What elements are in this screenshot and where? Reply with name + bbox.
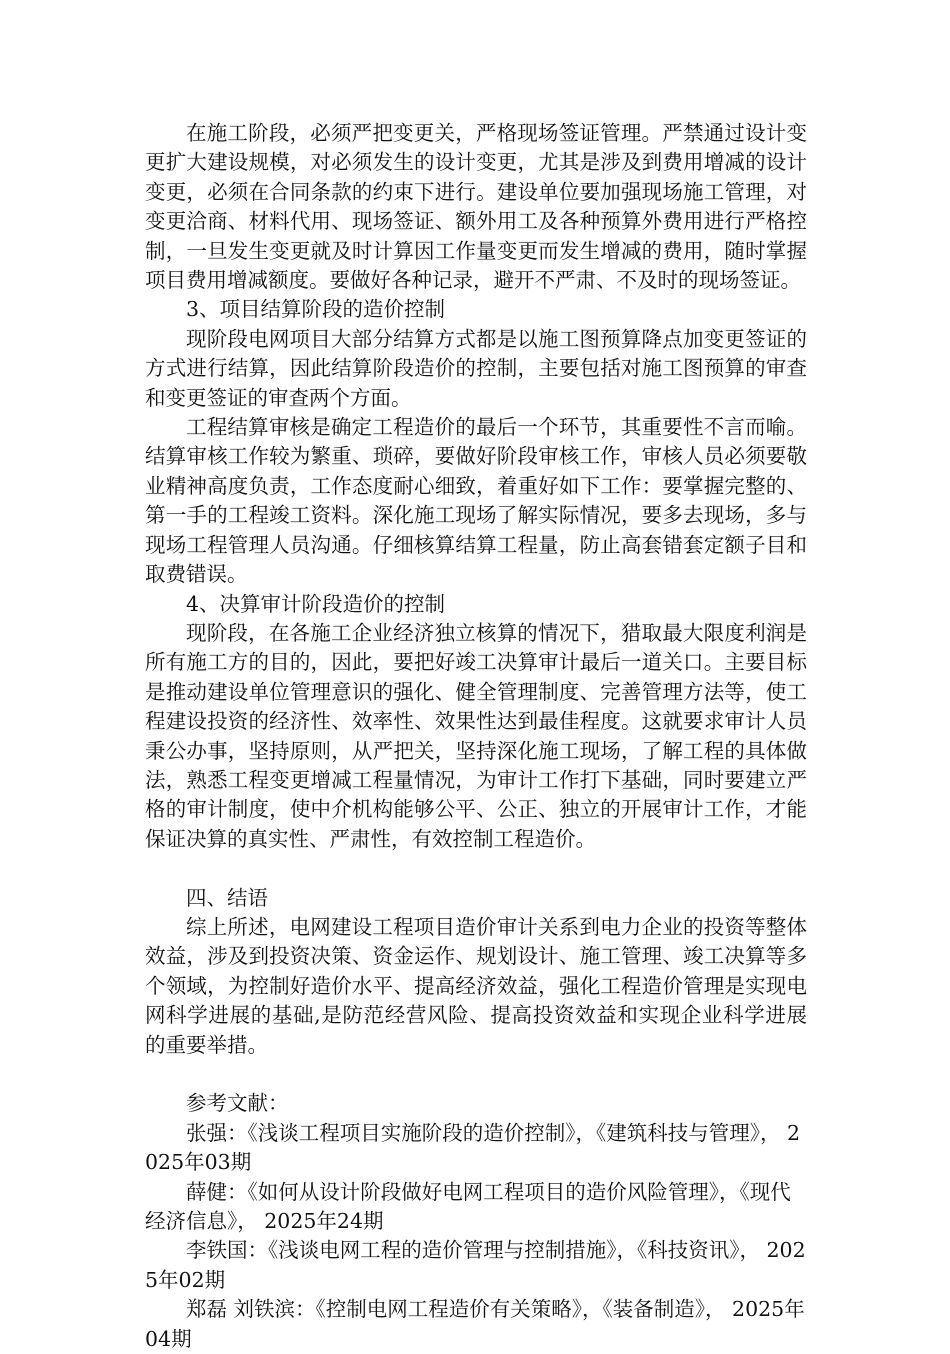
paragraph-settlement-method: 现阶段电网项目大部分结算方式都是以施工图预算降点加变更签证的方式进行结算，因此结算阶段造价的控制，主要包括对施工图预算的审查和变更签证的审查两个方面。	[145, 326, 807, 410]
spacer	[145, 854, 807, 883]
section-heading-settlement: 3、项目结算阶段的造价控制	[186, 297, 446, 322]
reference-item: 张强：《浅谈工程项目实施阶段的造价控制》，《建筑科技与管理》， 2025年03期	[145, 1120, 801, 1175]
document-body	[145, 119, 807, 1354]
spacer	[145, 1060, 807, 1089]
reference-item: 薛健：《如何从设计阶段做好电网工程项目的造价风险管理》，《现代经济信息》， 2025年24期	[145, 1179, 791, 1233]
paragraph-final-audit: 现阶段，在各施工企业经济独立核算的情况下，猎取最大限度利润是所有施工方的目的，因此，要把好竣工决算审计最后一道关口。主要目标是推动建设单位管理意识的强化、健全管理制度、完善管理方法等，使工程建设投资的经济性、效率性、效果性达到最佳程度。这就要求审计人员秉公办事，坚持原则，从严把关，坚持深化施工现场，了解工程的具体做法，熟悉工程变更增减工程量情况，为审计工作打下基础，同时要建立严格的审计制度，使中介机构能够公平、公正、独立的开展审计工作，才能保证决算的真实性、严肃性，有效控制工程造价。	[145, 620, 807, 851]
conclusion-paragraph: 综上所述，电网建设工程项目造价审计关系到电力企业的投资等整体效益，涉及到投资决策、资金运作、规划设计、施工管理、竣工决算等多个领域，为控制好造价水平、提高经济效益，强化工程造价管理是实现电网科学进展的基础,是防范经营风险、提高投资效益和实现企业科学进展的重要举措。	[145, 914, 807, 1057]
reference-item: 李铁国：《浅谈电网工程的造价管理与控制措施》，《科技资讯》， 2025年02期	[145, 1238, 806, 1292]
references-label: 参考文献：	[186, 1091, 289, 1116]
reference-item: 郑磊 刘铁滨：《控制电网工程造价有关策略》，《装备制造》， 2025年04期	[145, 1297, 805, 1351]
section-heading-final-audit: 4、决算审计阶段造价的控制	[186, 591, 446, 616]
conclusion-heading: 四、结语	[186, 885, 268, 910]
paragraph-construction-stage: 在施工阶段，必须严把变更关，严格现场签证管理。严禁通过设计变更扩大建设规模，对必须发生的设计变更，尤其是涉及到费用增减的设计变更，必须在合同条款的约束下进行。建设单位要加强现场施工管理，对变更洽商、材料代用、现场签证、额外用工及各种预算外费用进行严格控制，一旦发生变更就及时计算因工作量变更而发生增减的费用，随时掌握项目费用增减额度。要做好各种记录，避开不严肃、不及时的现场签证。	[145, 121, 807, 293]
paragraph-settlement-audit: 工程结算审核是确定工程造价的最后一个环节，其重要性不言而喻。结算审核工作较为繁重、琐碎，要做好阶段审核工作，审核人员必须要敬业精神高度负责，工作态度耐心细致，着重好如下工作：要掌握完整的、第一手的工程竣工资料。深化施工现场了解实际情况，要多去现场，多与现场工程管理人员沟通。仔细核算结算工程量，防止高套错套定额子目和取费错误。	[145, 415, 807, 587]
